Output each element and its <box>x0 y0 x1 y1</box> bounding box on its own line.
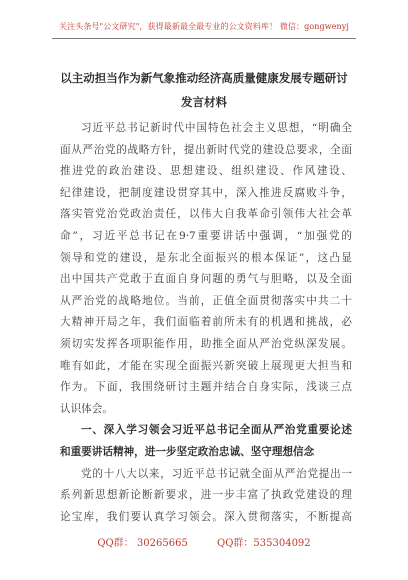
body-line: 认识体会。 <box>60 402 113 415</box>
footer-qq-group-2: QQ群：535304092 <box>217 538 311 549</box>
body-line: 纪律建设，把制度建设贯穿其中，深入推进反腐败斗争， <box>60 186 352 199</box>
body-line: 面从严治党的战略方针，提出新时代党的建设总要求，全面 <box>60 143 352 156</box>
document-body <box>60 118 352 528</box>
footer <box>0 534 408 549</box>
body-line: 命”，习近平总书记在9·7重要讲话中强调，“加强党的 <box>60 229 352 242</box>
body-line: 从严治党的战略地位。当前，正值全面贯彻落实中共二十 <box>60 294 352 307</box>
footer-qq-group-1: QQ群： 30265665 <box>97 538 188 549</box>
section-heading: 和重要讲话精神，进一步坚定政治忠诚、坚守理想信念 <box>60 445 315 458</box>
document-title: 以主动担当作为新气象推动经济高质量健康发展专题研讨 <box>60 71 348 85</box>
body-line: 推进党的政治建设、思想建设、组织建设、作风建设、 <box>60 165 352 178</box>
body-line: 习近平总书记新时代中国特色社会主义思想，“明确全 <box>81 122 352 134</box>
header-divider <box>52 38 356 39</box>
body-line: 须切实发挥各项职能作用，助推全面从严治党纵深发展。 <box>60 337 352 350</box>
body-line: 大精神开局之年，我们面临着前所未有的机遇和挑战，必 <box>60 316 352 329</box>
body-line: 出中国共产党敢于直面自身问题的勇气与胆略，以及全面 <box>60 273 352 286</box>
body-line: 党的十八大以来，习近平总书记就全面从严治党提出一 <box>81 467 352 480</box>
document-subtitle: 发言材料 <box>181 95 227 109</box>
section-heading: 一、深入学习领会习近平总书记全面从严治党重要论述 <box>81 424 352 437</box>
body-line: 系列新思想新论断新要求，进一步丰富了执政党建设的理 <box>60 489 352 502</box>
body-line: 作为。下面，我围绕研讨主题并结合自身实际，浅谈三点 <box>60 381 352 394</box>
header-promo-text: 关注头条号"公文研究"，获得最新最全最专业的公文资料库！ 微信：gongwenyj <box>59 22 349 31</box>
body-line: 唯有如此，才能在实现全面振兴新突破上展现更大担当和 <box>60 359 352 372</box>
body-line: 论宝库，我们要认真学习领会。深入贯彻落实，不断提高 <box>60 510 352 523</box>
body-line: 落实管党治党政治责任，以伟大自我革命引领伟大社会革 <box>60 208 352 221</box>
body-line: 领导和党的建设，是东北全面振兴的根本保证”，这凸显 <box>60 251 352 264</box>
